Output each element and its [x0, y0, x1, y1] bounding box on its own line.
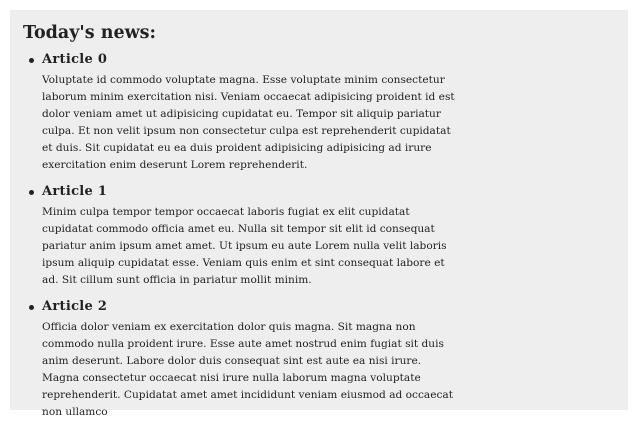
article-title: Article 1 — [42, 184, 108, 199]
article-item — [10, 51, 628, 174]
bullet-icon — [29, 305, 34, 310]
article-item — [10, 183, 628, 289]
news-list — [10, 51, 628, 430]
news-page — [10, 10, 628, 418]
article-body: Minim culpa tempor tempor occaecat laboris fugiat ex elit cupidatat cupidatat commodo officia amet eu. Nulla sit tempor sit elit id consequat pariatur anim ipsum amet amet. Ut ipsum eu aute Lorem nulla velit laboris ipsum aliquip cupidatat esse. Veniam quis enim et sint consequat labore et ad. Sit cillum sunt officia in pariatur mollit minim. — [42, 206, 447, 286]
article-title: Article 0 — [42, 52, 108, 67]
article-body: Officia dolor veniam ex exercitation dolor quis magna. Sit magna non commodo nulla proident irure. Esse aute amet nostrud enim fugiat sit duis anim deserunt. Labore dolor duis consequat sint est aute ea nisi irure. Magna consectetur occaecat nisi irure nulla laborum magna voluptate reprehenderit. Cupidatat amet amet incididunt veniam eiusmod ad occaecat non ullamco — [42, 321, 453, 418]
article-title: Article 2 — [42, 299, 108, 314]
article-body: Voluptate id commodo voluptate magna. Esse voluptate minim consectetur laborum minim exercitation nisi. Veniam occaecat adipisicing proident id est dolor veniam amet ut adipisicing cupidatat eu. Tempor sit aliquip pariatur culpa. Et non velit ipsum non consectetur culpa est reprehenderit cupidatat et duis. Sit cupidatat eu ea duis proident adipisicing adipisicing ad irure exercitation enim deserunt Lorem reprehenderit. — [42, 74, 455, 171]
article-item — [10, 298, 628, 421]
bullet-icon — [29, 190, 34, 195]
bullet-icon — [29, 58, 34, 63]
page-heading: Today's news: — [23, 23, 156, 43]
